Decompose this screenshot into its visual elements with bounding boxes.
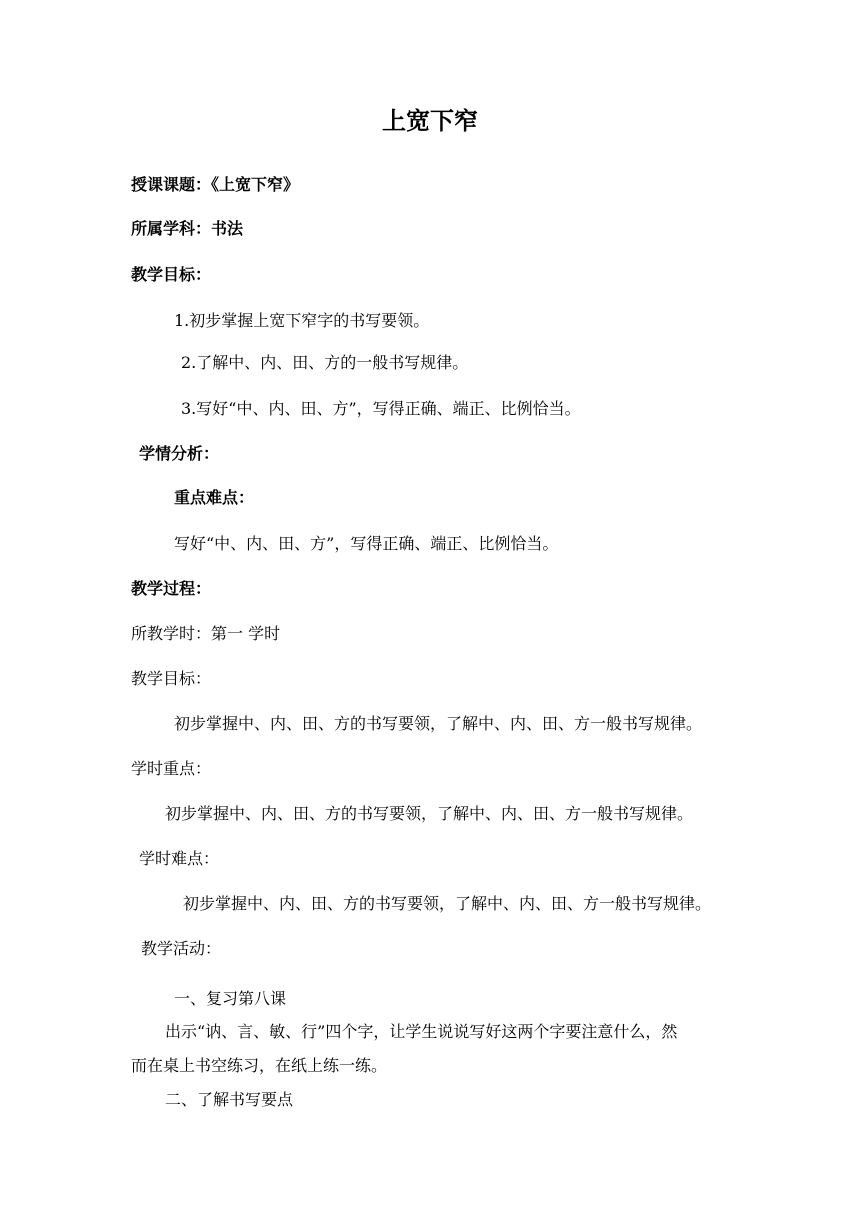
period-line: 所教学时：第一 学时 bbox=[131, 624, 281, 643]
key-points-heading: 重点难点： bbox=[174, 488, 255, 507]
step-1-text-line1: 出示“讷、言、敏、行”四个字，让学生说说写好这两个字要注意什么，然 bbox=[165, 1022, 678, 1041]
key-points-text: 写好“中、内、田、方”，写得正确、端正、比例恰当。 bbox=[174, 534, 559, 553]
step-1-text-line2: 而在桌上书空练习，在纸上练一练。 bbox=[131, 1056, 388, 1075]
goal-item-1: 1.初步掌握上宽下窄字的书写要领。 bbox=[174, 311, 430, 330]
period-focus-text: 初步掌握中、内、田、方的书写要领，了解中、内、田、方一般书写规律。 bbox=[165, 804, 694, 823]
goal-item-2: 2.了解中、内、田、方的一般书写规律。 bbox=[181, 353, 469, 372]
goals-heading: 教学目标： bbox=[131, 265, 212, 284]
subject: 所属学科：书法 bbox=[131, 219, 244, 238]
process-heading: 教学过程： bbox=[131, 579, 212, 598]
activities-heading: 教学活动： bbox=[141, 939, 222, 958]
analysis-heading: 学情分析： bbox=[139, 444, 220, 463]
period-goal-heading: 教学目标： bbox=[131, 669, 212, 688]
step-2-heading: 二、了解书写要点 bbox=[165, 1090, 294, 1109]
goal-item-3: 3.写好“中、内、田、方”，写得正确、端正、比例恰当。 bbox=[181, 399, 581, 418]
step-1-heading: 一、复习第八课 bbox=[174, 989, 287, 1008]
period-difficulty-heading: 学时难点： bbox=[139, 849, 220, 868]
period-difficulty-text: 初步掌握中、内、田、方的书写要领，了解中、内、田、方一般书写规律。 bbox=[183, 894, 712, 913]
period-goal-text: 初步掌握中、内、田、方的书写要领，了解中、内、田、方一般书写规律。 bbox=[174, 714, 703, 733]
period-focus-heading: 学时重点： bbox=[131, 759, 212, 778]
lesson-topic: 授课课题：《上宽下窄》 bbox=[131, 175, 300, 194]
page-title: 上宽下窄 bbox=[382, 107, 478, 135]
